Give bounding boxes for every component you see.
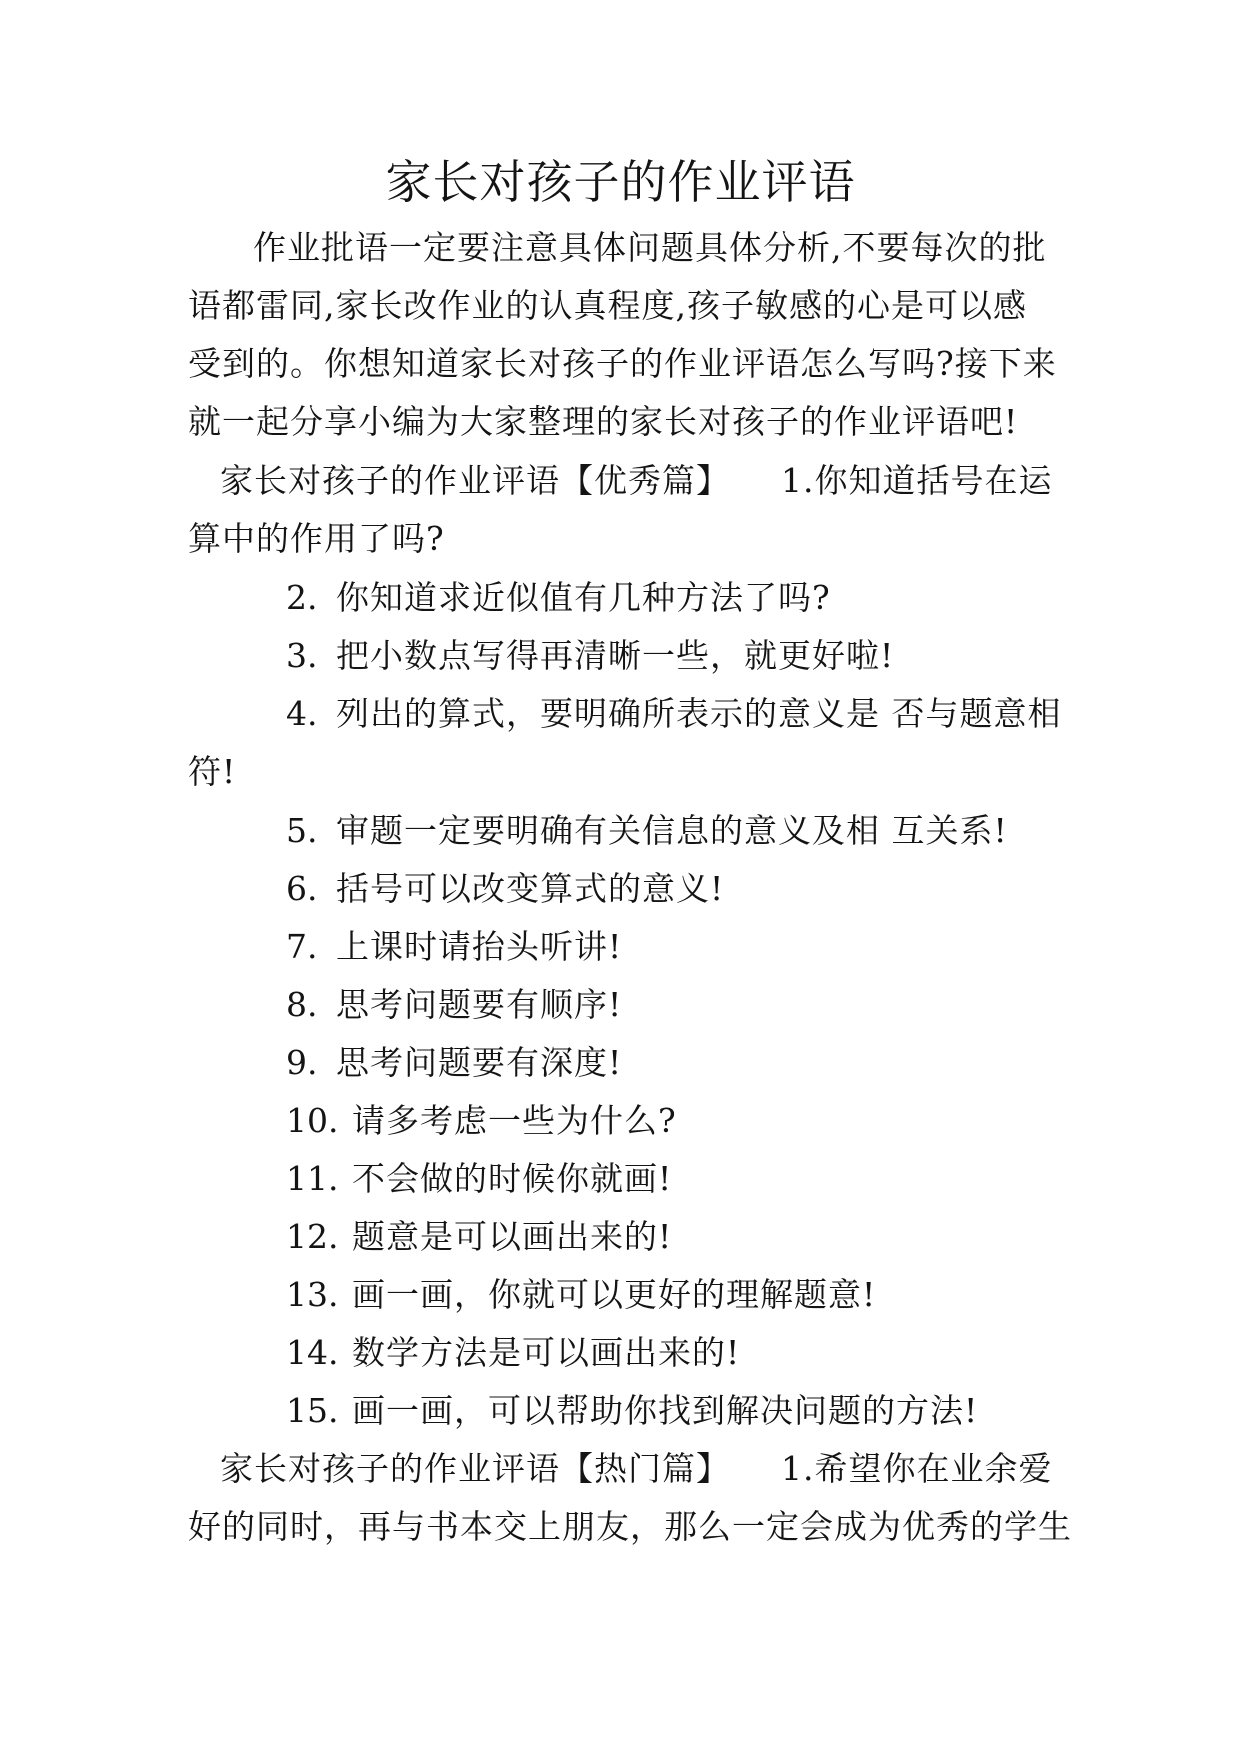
list-item-text: 画一画，你就可以更好的理解题意! bbox=[352, 1275, 877, 1314]
list-item-number: 8. bbox=[286, 985, 318, 1024]
list-item-text: 请多考虑一些为什么? bbox=[352, 1101, 677, 1140]
section2-item-1-cont: 好的同时，再与书本交上朋友，那么一定会成为优秀的学生 bbox=[188, 1507, 1072, 1546]
list-item-1-cont: 算中的作用了吗? bbox=[188, 519, 445, 558]
page-title: 家长对孩子的作业评语 bbox=[385, 155, 856, 209]
list-item-number: 5. bbox=[286, 811, 318, 850]
list-item-number: 4. bbox=[286, 694, 318, 733]
intro-line-3: 受到的。你想知道家长对孩子的作业评语怎么写吗?接下来 bbox=[188, 344, 1057, 383]
list-item-number: 11. bbox=[286, 1159, 339, 1198]
list-item-text: 题意是可以画出来的! bbox=[352, 1217, 673, 1256]
intro-line-2: 语都雷同,家长改作业的认真程度,孩子敏感的心是可以感 bbox=[188, 286, 1027, 325]
list-item-text: 列出的算式，要明确所表示的意义是 否与题意相 bbox=[336, 694, 1062, 733]
list-item-text: 思考问题要有深度! bbox=[336, 1043, 623, 1082]
list-item-number: 7. bbox=[286, 927, 318, 966]
list-item-text: 括号可以改变算式的意义! bbox=[336, 869, 725, 908]
list-item-number: 10. bbox=[286, 1101, 339, 1140]
intro-line-1: 作业批语一定要注意具体问题具体分析,不要每次的批 bbox=[253, 228, 1047, 267]
list-item-text: 审题一定要明确有关信息的意义及相 互关系! bbox=[336, 811, 1008, 850]
list-item-text: 上课时请抬头听讲! bbox=[336, 927, 623, 966]
list-item-text: 思考问题要有顺序! bbox=[336, 985, 623, 1024]
list-item-number: 12. bbox=[286, 1217, 339, 1256]
list-item-number: 14. bbox=[286, 1333, 339, 1372]
list-item-text: 你知道求近似值有几种方法了吗? bbox=[336, 578, 831, 617]
list-item-number: 13. bbox=[286, 1275, 339, 1314]
list-item-1: 1.你知道括号在运 bbox=[781, 461, 1053, 500]
section-heading-popular: 家长对孩子的作业评语【热门篇】 bbox=[220, 1449, 730, 1488]
list-item-text: 数学方法是可以画出来的! bbox=[352, 1333, 741, 1372]
list-item-number: 3. bbox=[286, 636, 318, 675]
list-item-number: 2. bbox=[286, 578, 318, 617]
list-item-text: 把小数点写得再清晰一些，就更好啦! bbox=[336, 636, 895, 675]
list-item-number: 9. bbox=[286, 1043, 318, 1082]
section-heading-excellent: 家长对孩子的作业评语【优秀篇】 bbox=[220, 461, 730, 500]
list-item-text-cont: 符! bbox=[188, 752, 237, 791]
list-item-number: 6. bbox=[286, 869, 318, 908]
section2-item-1: 1.希望你在业余爱 bbox=[781, 1449, 1053, 1488]
list-item-text: 不会做的时候你就画! bbox=[352, 1159, 673, 1198]
list-item-number: 15. bbox=[286, 1391, 339, 1430]
list-item-text: 画一画，可以帮助你找到解决问题的方法! bbox=[352, 1391, 979, 1430]
intro-line-4: 就一起分享小编为大家整理的家长对孩子的作业评语吧! bbox=[188, 402, 1019, 441]
